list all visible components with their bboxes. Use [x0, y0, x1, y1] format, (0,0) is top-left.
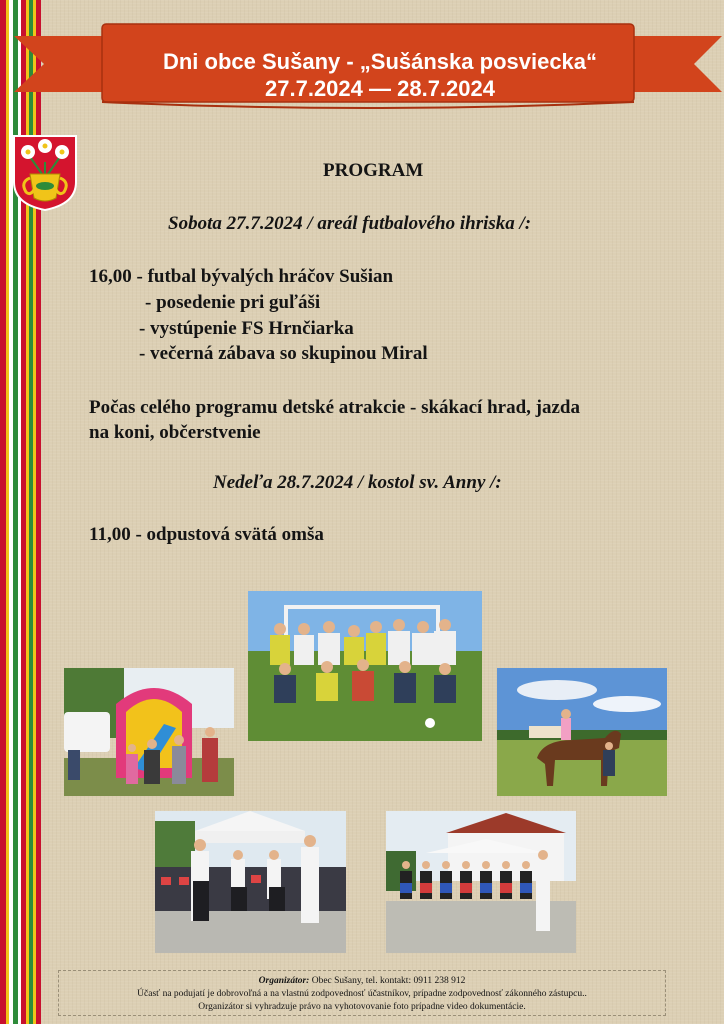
footer-organizer — [59, 975, 665, 988]
list-item: - posedenie pri guľáši — [145, 292, 321, 313]
attractions-line-2: na koni, občerstvenie — [89, 422, 261, 443]
photo-football-team — [248, 591, 482, 741]
photo-folklore-group-2 — [386, 811, 576, 953]
organizer-text: Obec Sušany, tel. kontakt: 0911 238 912 — [311, 976, 466, 986]
list-item: 16,00 - futbal bývalých hráčov Sušian — [89, 266, 394, 287]
coat-of-arms-flower-pot-icon — [12, 134, 78, 212]
organizer-label: Organizátor: — [258, 976, 310, 986]
list-item: - vystúpenie FS Hrnčiarka — [139, 318, 354, 339]
banner-title — [118, 48, 642, 102]
footer-media-note: Organizátor si vyhradzuje právo na vyhotovovanie foto prípadne video dokumentácie. — [198, 1002, 526, 1012]
banner-line2: 27.7.2024 — 28.7.2024 — [265, 76, 495, 101]
title-banner — [14, 22, 724, 114]
photo-folklore-group-1 — [155, 811, 346, 953]
attractions-line-1: Počas celého programu detské atrakcie - skákací hrad, jazda — [89, 397, 580, 418]
footer-note — [58, 970, 666, 1016]
banner-line1: Dni obce Sušany - „Sušánska posviecka“ — [162, 49, 598, 74]
program-heading: PROGRAM — [323, 160, 424, 181]
footer-disclaimer: Účasť na podujatí je dobrovoľná a na vlastnú zodpovednosť účastníkov, prípadne zodpovednosť zákonného zástupcu.. — [137, 989, 587, 999]
list-item: - večerná zábava so skupinou Miral — [139, 343, 428, 364]
photo-bouncy-castle — [64, 668, 234, 796]
sunday-heading: Nedeľa 28.7.2024 / kostol sv. Anny /: — [213, 472, 502, 493]
sunday-item: 11,00 - odpustová svätá omša — [89, 524, 324, 545]
photo-horse-ride — [497, 668, 667, 796]
saturday-heading: Sobota 27.7.2024 / areál futbalového ihriska /: — [168, 213, 532, 234]
